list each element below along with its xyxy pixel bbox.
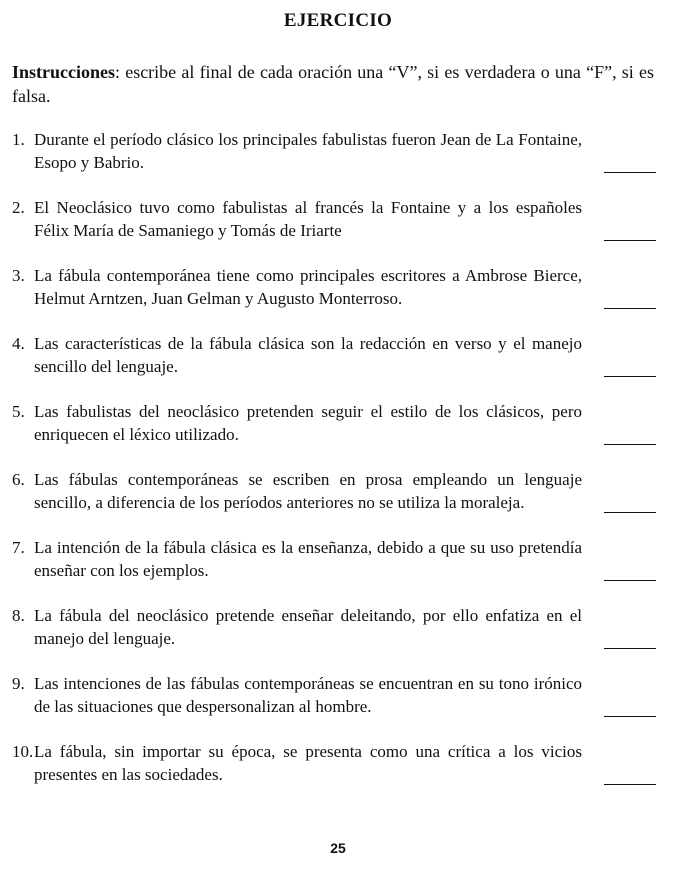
question-item-9 (12, 672, 658, 740)
answer-blank[interactable] (604, 512, 656, 513)
instructions-label: Instrucciones (12, 62, 115, 82)
question-number: 8. (12, 606, 25, 625)
question-number: 6. (12, 470, 25, 489)
question-item-6 (12, 468, 658, 536)
question-item-10 (12, 740, 658, 808)
question-item-4 (12, 332, 658, 400)
answer-blank[interactable] (604, 580, 656, 581)
instructions (12, 60, 654, 108)
question-item-2 (12, 196, 658, 264)
question-text: La fábula, sin importar su época, se presenta como una crítica a los vicios presentes en las sociedades. (34, 742, 582, 784)
question-number: 2. (12, 198, 25, 217)
instructions-text: : escribe al final de cada oración una “V”, si es verdadera o una “F”, si es falsa. (12, 62, 654, 106)
question-list (12, 128, 658, 808)
page-title: EJERCICIO (283, 10, 393, 31)
answer-blank[interactable] (604, 172, 656, 173)
question-item-8 (12, 604, 658, 672)
question-item-7 (12, 536, 658, 604)
answer-blank[interactable] (604, 308, 656, 309)
question-text: El Neoclásico tuvo como fabulistas al francés la Fontaine y a los españoles Félix María de Samaniego y Tomás de Iriarte (34, 198, 582, 240)
question-text: La intención de la fábula clásica es la enseñanza, debido a que su uso pretendía enseñar con los ejemplos. (34, 538, 582, 580)
question-number: 3. (12, 266, 25, 285)
question-text: Las intenciones de las fábulas contemporáneas se encuentran en su tono irónico de las situaciones que despersonalizan al hombre. (34, 674, 582, 716)
answer-blank[interactable] (604, 716, 656, 717)
question-number: 5. (12, 402, 25, 421)
question-text: Las fábulas contemporáneas se escriben en prosa empleando un lenguaje sencillo, a diferencia de los períodos anteriores no se utiliza la moraleja. (34, 470, 582, 512)
question-number: 7. (12, 538, 25, 557)
answer-blank[interactable] (604, 444, 656, 445)
question-number: 9. (12, 674, 25, 693)
question-text: La fábula contemporánea tiene como principales escritores a Ambrose Bierce, Helmut Arntzen, Juan Gelman y Augusto Monterroso. (34, 266, 582, 308)
answer-blank[interactable] (604, 648, 656, 649)
question-text: La fábula del neoclásico pretende enseñar deleitando, por ello enfatiza en el manejo del lenguaje. (34, 606, 582, 648)
question-number: 4. (12, 334, 25, 353)
answer-blank[interactable] (604, 376, 656, 377)
question-item-5 (12, 400, 658, 468)
question-text: Las características de la fábula clásica son la redacción en verso y el manejo sencillo del lenguaje. (34, 334, 582, 376)
question-number: 10. (12, 742, 34, 761)
question-item-1 (12, 128, 658, 196)
page-number: 25 (330, 840, 346, 856)
question-text: Las fabulistas del neoclásico pretenden seguir el estilo de los clásicos, pero enriquecen el léxico utilizado. (34, 402, 582, 444)
answer-blank[interactable] (604, 784, 656, 785)
question-text: Durante el período clásico los principales fabulistas fueron Jean de La Fontaine, Esopo y Babrio. (34, 130, 582, 172)
answer-blank[interactable] (604, 240, 656, 241)
question-item-3 (12, 264, 658, 332)
question-number: 1. (12, 130, 25, 149)
